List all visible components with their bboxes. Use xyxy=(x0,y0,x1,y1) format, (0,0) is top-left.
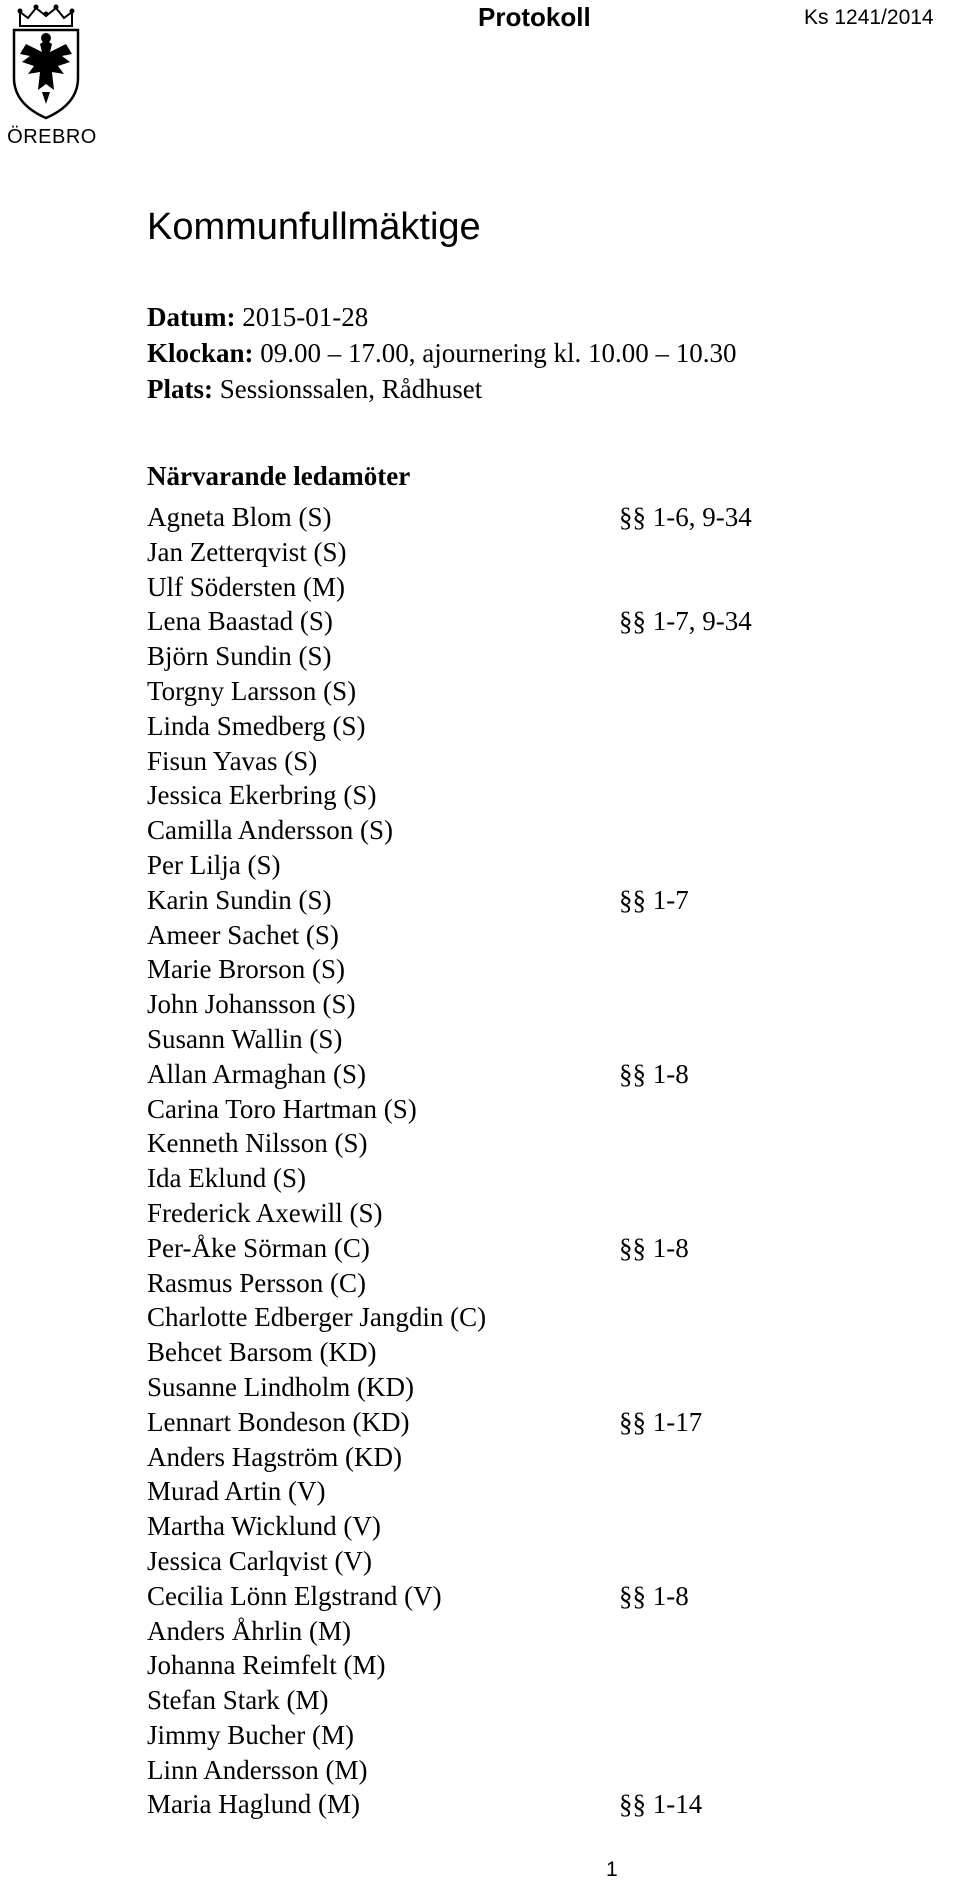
member-row xyxy=(147,1231,927,1266)
member-name: Torgny Larsson (S) xyxy=(147,675,357,706)
member-row xyxy=(147,848,927,883)
member-name: Lena Baastad (S) xyxy=(147,606,333,637)
meeting-time xyxy=(147,338,736,369)
member-name: Jessica Ekerbring (S) xyxy=(147,780,377,811)
member-row xyxy=(147,987,927,1022)
member-name: Stefan Stark (M) xyxy=(147,1685,329,1716)
date-label: Datum: xyxy=(147,302,236,332)
member-row xyxy=(147,1753,927,1788)
member-row xyxy=(147,500,927,535)
member-row xyxy=(147,744,927,779)
member-row xyxy=(147,952,927,987)
member-name: Maria Haglund (M) xyxy=(147,1789,360,1820)
member-row xyxy=(147,1092,927,1127)
member-row xyxy=(147,1544,927,1579)
member-row xyxy=(147,1126,927,1161)
member-row xyxy=(147,1683,927,1718)
member-name: Johanna Reimfelt (M) xyxy=(147,1650,386,1681)
member-row xyxy=(147,1440,927,1475)
member-name: Björn Sundin (S) xyxy=(147,641,332,672)
member-name: Karin Sundin (S) xyxy=(147,884,332,915)
members-list xyxy=(147,500,927,1822)
document-type-title: Protokoll xyxy=(478,2,591,32)
member-row xyxy=(147,1579,927,1614)
member-name: Rasmus Persson (C) xyxy=(147,1267,367,1298)
section-heading-present-members: Närvarande ledamöter xyxy=(147,461,411,491)
meeting-place xyxy=(147,374,482,405)
place-label: Plats: xyxy=(147,374,213,404)
date-value: 2015-01-28 xyxy=(242,302,369,332)
member-row xyxy=(147,1718,927,1753)
member-row xyxy=(147,1787,927,1822)
member-name: Marie Brorson (S) xyxy=(147,954,345,985)
member-name: Susanne Lindholm (KD) xyxy=(147,1371,414,1402)
member-row xyxy=(147,604,927,639)
member-paragraphs: §§ 1-17 xyxy=(619,1406,703,1437)
member-name: Ulf Södersten (M) xyxy=(147,571,345,602)
member-row xyxy=(147,813,927,848)
member-name: Fisun Yavas (S) xyxy=(147,745,318,776)
member-name: Agneta Blom (S) xyxy=(147,502,332,532)
member-name: Camilla Andersson (S) xyxy=(147,815,393,846)
place-value: Sessionssalen, Rådhuset xyxy=(219,374,483,404)
page-title: Kommunfullmäktige xyxy=(147,206,481,248)
member-row xyxy=(147,1196,927,1231)
member-row xyxy=(147,1614,927,1649)
member-name: Anders Åhrlin (M) xyxy=(147,1615,351,1646)
member-name: Kenneth Nilsson (S) xyxy=(147,1128,368,1159)
time-label: Klockan: xyxy=(147,338,254,368)
member-paragraphs: §§ 1-7, 9-34 xyxy=(619,606,752,637)
member-paragraphs: §§ 1-8 xyxy=(619,1232,689,1263)
member-name: Jessica Carlqvist (V) xyxy=(147,1545,372,1576)
member-name: Jimmy Bucher (M) xyxy=(147,1719,354,1750)
member-name: Susann Wallin (S) xyxy=(147,1023,343,1054)
member-row xyxy=(147,1266,927,1301)
meeting-date xyxy=(147,302,368,333)
member-name: Lennart Bondeson (KD) xyxy=(147,1406,410,1437)
member-row xyxy=(147,535,927,570)
page-number: 1 xyxy=(606,1858,618,1881)
member-name: Cecilia Lönn Elgstrand (V) xyxy=(147,1580,442,1611)
time-value: 09.00 – 17.00, ajournering kl. 10.00 – 10.30 xyxy=(260,338,737,368)
member-row xyxy=(147,1300,927,1335)
member-row xyxy=(147,883,927,918)
member-paragraphs: §§ 1-7 xyxy=(619,884,689,915)
member-name: Linda Smedberg (S) xyxy=(147,710,366,741)
member-paragraphs: §§ 1-8 xyxy=(619,1580,689,1611)
member-row xyxy=(147,1057,927,1092)
member-row xyxy=(147,1509,927,1544)
member-name: Anders Hagström (KD) xyxy=(147,1441,402,1472)
member-name: Linn Andersson (M) xyxy=(147,1754,368,1785)
member-row xyxy=(147,918,927,953)
member-paragraphs: §§ 1-6, 9-34 xyxy=(619,502,752,532)
member-name: Ameer Sachet (S) xyxy=(147,919,339,950)
member-row xyxy=(147,570,927,605)
member-name: Charlotte Edberger Jangdin (C) xyxy=(147,1302,487,1333)
member-row xyxy=(147,1335,927,1370)
coat-of-arms-icon xyxy=(6,4,86,122)
member-row xyxy=(147,674,927,709)
member-row xyxy=(147,1405,927,1440)
member-name: Carina Toro Hartman (S) xyxy=(147,1093,417,1124)
member-name: John Johansson (S) xyxy=(147,989,356,1020)
member-row xyxy=(147,709,927,744)
member-name: Frederick Axewill (S) xyxy=(147,1197,383,1228)
member-row xyxy=(147,1161,927,1196)
logo-text: ÖREBRO xyxy=(7,126,97,148)
member-paragraphs: §§ 1-14 xyxy=(619,1789,703,1820)
member-paragraphs: §§ 1-8 xyxy=(619,1058,689,1089)
member-name: Murad Artin (V) xyxy=(147,1476,326,1507)
member-name: Per Lilja (S) xyxy=(147,849,281,880)
member-row xyxy=(147,639,927,674)
member-name: Ida Eklund (S) xyxy=(147,1163,306,1194)
member-row xyxy=(147,1022,927,1057)
orebro-coat-of-arms-logo xyxy=(6,4,97,154)
member-name: Martha Wicklund (V) xyxy=(147,1511,381,1542)
member-name: Behcet Barsom (KD) xyxy=(147,1337,377,1368)
member-row xyxy=(147,778,927,813)
member-row xyxy=(147,1474,927,1509)
member-name: Per-Åke Sörman (C) xyxy=(147,1232,370,1263)
case-reference: Ks 1241/2014 xyxy=(804,6,934,29)
member-name: Allan Armaghan (S) xyxy=(147,1058,366,1089)
member-row xyxy=(147,1648,927,1683)
member-row xyxy=(147,1370,927,1405)
member-name: Jan Zetterqvist (S) xyxy=(147,536,347,567)
